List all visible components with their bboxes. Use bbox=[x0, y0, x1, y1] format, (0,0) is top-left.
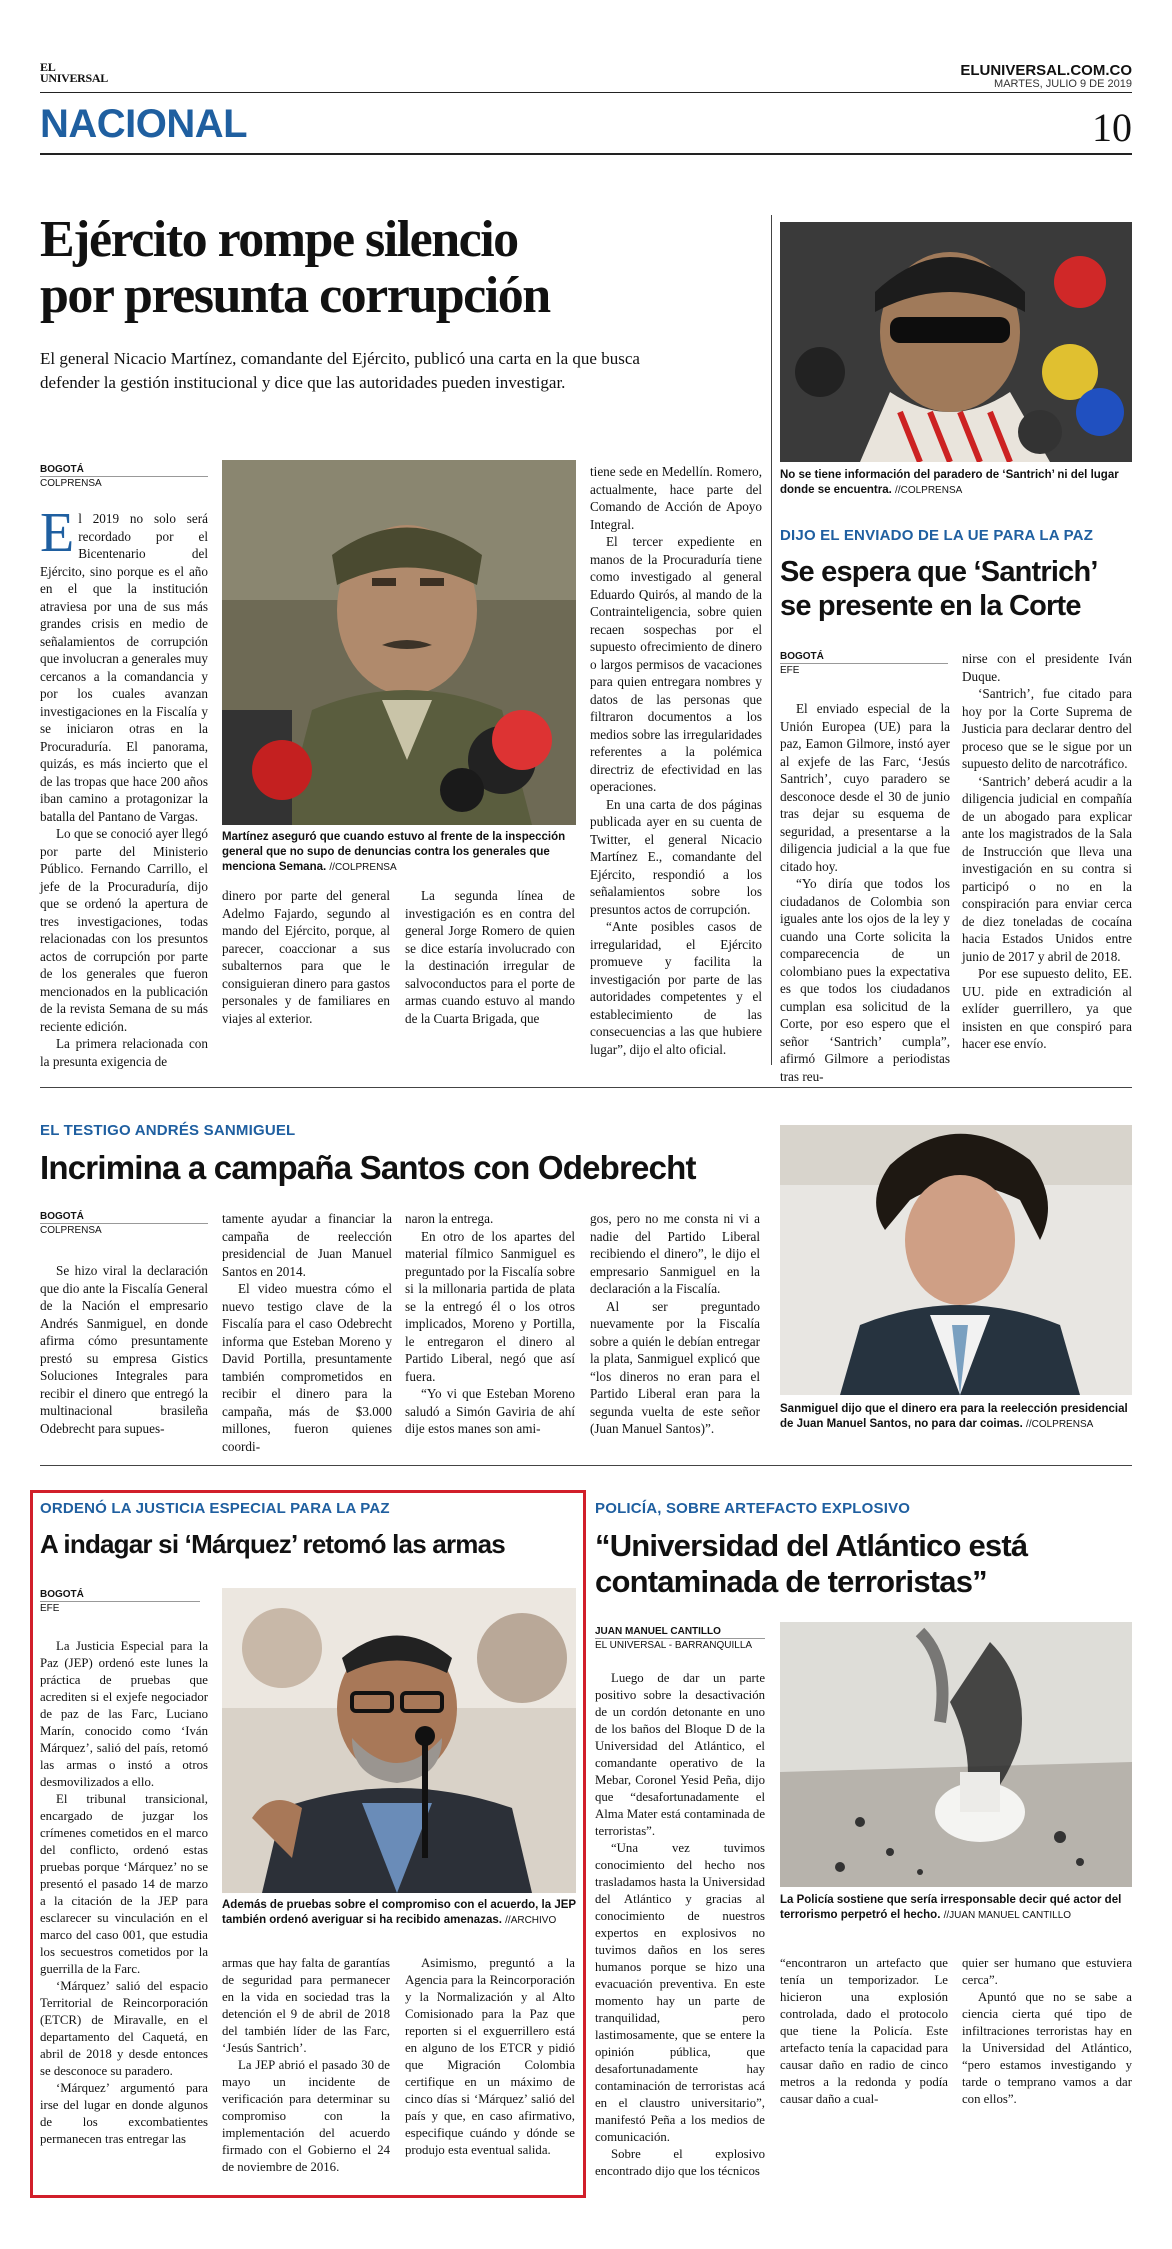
article5-column-2: “encontraron un artefacto que tenía un temporizador. Le hicieron una explosión controlada, dado el protocolo que tiene la Policía. Este artefacto tenía la capacidad para causar daño en radio de cinco metros a la redonda y podía causar daño a cual- bbox=[780, 1956, 948, 2106]
article2-photo-caption: No se tiene información del paradero de ‘Santrich’ ni del lugar donde se encuentra. //COLPRENSA bbox=[780, 469, 1119, 496]
article4-kicker: ORDENÓ LA JUSTICIA ESPECIAL PARA LA PAZ bbox=[40, 1500, 390, 1517]
article3-column-4: gos, pero no me consta ni vi a nadie del Partido Liberal recibiendo el dinero”, le dijo el empresario Sanmiguel en la declaración a la Fiscalía. Al ser preguntado nuevamente por la Fiscalía sobre a quién le debían entregar la plata, Sanmiguel explicó que “los dineros no eran para el Partido Liberal eran para la segunda vuelta de este señor (Juan Manuel Santos)”. bbox=[590, 1211, 760, 1436]
article5-photo-caption: La Policía sostiene que sería irresponsable decir qué actor del terrorismo perpetró el hecho. //JUAN MANUEL CANTILLO bbox=[780, 1894, 1122, 1921]
column-rule bbox=[771, 215, 772, 1065]
article3-byline: BOGOTÁ COLPRENSA bbox=[40, 1210, 208, 1237]
dropcap: E bbox=[40, 502, 75, 564]
story-divider-2 bbox=[40, 1465, 1132, 1466]
page-number: 10 bbox=[1092, 105, 1132, 150]
article5-byline: JUAN MANUEL CANTILLO EL UNIVERSAL - BARRANQUILLA bbox=[595, 1625, 765, 1652]
general-portrait-image bbox=[222, 460, 576, 825]
article5-photo bbox=[780, 1622, 1132, 1887]
article3-headline: Incrimina a campaña Santos con Odebrecht bbox=[40, 1149, 696, 1186]
section-divider bbox=[40, 153, 1132, 155]
article1-column-4: tiene sede en Medellín. Romero, actualmente, hace parte del Comando de Acción de Apoyo Integral. El tercer expediente en manos de la Procuraduría tiene como investigado al general Eduardo Quirós, al mando de la Contrainteligencia, sobre quien recaen sospechas por el supuesto ofrecimiento de dinero o largos permisos de vacaciones para quien entregara nombres y datos de las personas que filtraron documentos a los medios sobre las irregularidades referentes a la polémica directriz de efectividad en las operaciones. En una carta de dos páginas publicada ayer en su cuenta de Twitter, el general Nicacio Martínez E., comandante del Ejército, respondió a los señalamientos sobre los presuntos actos de corrupción. “Ante posibles casos de irregularidad, el Ejército promueve y facilita la investigación por parte de las autoridades competentes y el establecimiento de las consecuencias a las que hubiere lugar”, dijo el alto oficial. bbox=[590, 464, 762, 1057]
article3-photo-caption: Sanmiguel dijo que el dinero era para la reelección presidencial de Juan Manuel Santos, no para dar coimas. //COLPRENSA bbox=[780, 1403, 1128, 1430]
article5-headline: “Universidad del Atlántico está contaminada de terroristas” bbox=[595, 1528, 1028, 1599]
photo-credit: //COLPRENSA bbox=[895, 485, 963, 496]
article5-column-3: quier ser humano que estuviera cerca”. Apuntó que no se sabe a ciencia cierta qué tipo de infiltraciones terroristas hay en la Universidad del Atlántico, “pero estamos investigando y tarde o temprano vamos a dar con ellos”. bbox=[962, 1956, 1132, 2106]
article1-column-1: El 2019 no solo será recordado por el Bicentenario del Ejército, sino porque es el año en el que la institución atraviesa por una de sus más grandes crisis en medio de señalamientos de corrupción que involucran a generales muy cercanos a la comandancia y por los cuales avanzan investigaciones en la Fiscalía y se iniciaron otras en la Procuraduría. El panorama, quizás, es más incierto que el de las tropas que hace 200 años iban camino a protagonizar la batalla del Pantano de Vargas. Lo que se conoció ayer llegó por parte del Ministerio Público. Fernando Carrillo, el jefe de la Procuraduría, dijo que se ordenó la apertura de tres investigaciones, todas relacionadas con los presuntos actos de corrupción por parte de los generales que fueron mencionados en la publicación de la revista Semana de su más reciente edición. La primera relacionada con la presunta exigencia de bbox=[40, 502, 208, 1069]
article4-column-3: Asimismo, preguntó a la Agencia para la Reincorporación y la Normalización y al Alto Comisionado para la Paz que reporten si el exguerrillero está en alguno de los ETCR y pidió que Migración Colombia certifique en un máximo de cinco días si ‘Márquez’ salió del país y que, en caso afirmativo, especifique cuándo y dónde se produjo esta eventual salida. bbox=[405, 1956, 575, 2157]
bathroom-explosion-image bbox=[780, 1622, 1132, 1887]
article1-column-2: dinero por parte del general Adelmo Fajardo, segundo al mando del Ejército, porque, al parecer, coaccionar a sus subalternos para que le consiguieran dinero para gastos personales y de familiares en viajes al exterior. bbox=[222, 888, 390, 1026]
article4-photo bbox=[222, 1588, 576, 1893]
article2-photo bbox=[780, 222, 1132, 462]
issue-date: MARTES, JULIO 9 DE 2019 bbox=[994, 78, 1132, 90]
article2-column-1: El enviado especial de la Unión Europea (UE) para la paz, Eamon Gilmore, instó ayer al exjefe de las Farc, ‘Jesús Santrich’, cuyo paradero se desconoce desde el 30 de junio tras dejar su esquema de seguridad, a presentarse a la diligencia judicial a la que fue citado hoy. “Yo diría que todos los ciudadanos de Colombia son iguales ante los ojos de la ley y cuando una Corte solicita la comparecencia de un colombiano pues la expectativa es que todos los ciudadanos cumplan esa solicitud de la Corte, por eso espero que el señor ‘Santrich’ cumpla”, afirmó Gilmore a periodistas tras reu- bbox=[780, 701, 950, 1084]
story-divider bbox=[40, 1087, 1132, 1088]
article1-photo bbox=[222, 460, 576, 825]
article5-kicker: POLICÍA, SOBRE ARTEFACTO EXPLOSIVO bbox=[595, 1500, 911, 1517]
site-url[interactable]: ELUNIVERSAL.COM.CO bbox=[960, 62, 1132, 79]
article4-photo-caption: Además de pruebas sobre el compromiso con el acuerdo, la JEP también ordenó averiguar si ha recibido amenazas. //ARCHIVO bbox=[222, 1899, 576, 1926]
article3-photo bbox=[780, 1125, 1132, 1395]
article1-headline: Ejército rompe silencio por presunta corrupción bbox=[40, 211, 550, 324]
article3-column-3: naron la entrega. En otro de los apartes del material fílmico Sanmiguel es preguntado por la Fiscalía sobre si la millonaria partida de plata se la entregó él o los otros implicados, Moreno y Portilla, le entregaron el dinero al Partido Liberal, negó que así fuera. “Yo vi que Esteban Moreno saludó a Simón Gaviria de ahí dije estos manes son ami- bbox=[405, 1211, 575, 1436]
article4-column-2: armas que hay falta de garantías de seguridad para permanecer en la vida en sociedad tras la detención el 9 de abril de 2018 del también líder de las Farc, ‘Jesús Santrich’. La JEP abrió el pasado 30 de mayo un incidente de verificación para determinar su compromiso con la implementación del acuerdo firmado con el Gobierno el 24 de noviembre de 2016. bbox=[222, 1956, 390, 2174]
article5-column-1: Luego de dar un parte positivo sobre la desactivación de un cordón detonante en uno de los baños del Bloque D de la Universidad del Atlántico, el comandante operativo de la Mebar, Coronel Yesid Peña, dijo que “desafortunadamente el Alma Mater está contaminada de terroristas”. “Una vez tuvimos conocimiento del hecho nos trasladamos hasta la Universidad del Atlántico y gracias al conocimiento de nuestros expertos en explosivos no tuvimos daños en los seres humanos porque se hizo una evacuación preventiva. En este momento hay un parte de tranquilidad, pero lastimosamente, que se entere la opinión pública, que desafortunadamente hay contaminación de terroristas acá en el claustro universitario”, manifestó Peña a los medios de comunicación. Sobre el explosivo encontrado dijo que los técnicos bbox=[595, 1671, 765, 2178]
santrich-photo-image bbox=[780, 222, 1132, 462]
article3-column-1: Se hizo viral la declaración que dio ante la Fiscalía General de la Nación el empresario Andrés Sanmiguel, en donde afirma cómo presuntamente prestó su empresa Gistics Soluciones Integrales para recibir el dinero que entregó la multinacional brasileña Odebrecht para supues- bbox=[40, 1263, 208, 1436]
header-divider bbox=[40, 92, 1132, 93]
article2-headline: Se espera que ‘Santrich’ se presente en la Corte bbox=[780, 556, 1098, 622]
article2-byline: BOGOTÁ EFE bbox=[780, 650, 948, 677]
article2-kicker: DIJO EL ENVIADO DE LA UE PARA LA PAZ bbox=[780, 527, 1094, 544]
article1-byline: BOGOTÁ COLPRENSA bbox=[40, 463, 208, 490]
photo-credit: //ARCHIVO bbox=[505, 1915, 557, 1926]
article1-deck: El general Nicacio Martínez, comandante del Ejército, publicó una carta en la que busca defender la gestión institucional y dice que las autoridades pueden investigar. bbox=[40, 349, 640, 392]
article1-column-3: La segunda línea de investigación es en contra del general Jorge Romero de quien se dice estaría involucrado con la destinación irregular de salvoconductos para el porte de armas cuando estuvo al mando de la Cuarta Brigada, que bbox=[405, 888, 575, 1026]
photo-credit: //JUAN MANUEL CANTILLO bbox=[943, 1910, 1072, 1921]
marquez-photo-image bbox=[222, 1588, 576, 1893]
article2-column-2: nirse con el presidente Iván Duque. ‘Santrich’, fue citado para hoy por la Corte Suprema de Justicia para declarar dentro del proceso que se le sigue por un supuesto delito de narcotráfico. ‘Santrich’ deberá acudir a la diligencia judicial en compañía de un abogado para explicar ante los magistrados de la Sala de Instrucción que lleva una investigación en su contra si participó o no en la conspiración para enviar cerca de diez toneladas de cocaína hacia Estados Unidos entre junio de 2017 y abril de 2018. Por ese supuesto delito, EE. UU. pide en extradición al exlíder guerrillero, ya que insisten en que conspiró para hacer ese envío. bbox=[962, 651, 1132, 1051]
newspaper-logo: EL UNIVERSAL bbox=[40, 60, 108, 85]
photo-credit: //COLPRENSA bbox=[329, 862, 397, 873]
article4-byline: BOGOTÁ EFE bbox=[40, 1588, 200, 1615]
article1-photo-caption: Martínez aseguró que cuando estuvo al frente de la inspección general que no supo de denuncias contra los generales que menciona Semana. //COLPRENSA bbox=[222, 831, 566, 873]
article4-headline: A indagar si ‘Márquez’ retomó las armas bbox=[40, 1529, 505, 1559]
article3-column-2: tamente ayudar a financiar la campaña de reelección presidencial de Juan Manuel Santos en 2014. El video muestra cómo el nuevo testigo clave de la Fiscalía para el caso Odebrecht informa que Esteban Moreno y David Portilla, presuntamente también comprometidos en recibir el dinero para la campaña, más de $3.000 millones, fueron quienes coordi- bbox=[222, 1211, 392, 1454]
sanmiguel-photo-image bbox=[780, 1125, 1132, 1395]
article4-column-1: La Justicia Especial para la Paz (JEP) ordenó este lunes la práctica de pruebas que acrediten si el exjefe negociador de paz de las Farc, Luciano Marín, conocido como ‘Iván Márquez’, salió del país, retomó las armas o instó a otros desmovilizados a ello. El tribunal transicional, encargado de juzgar los crímenes cometidos en el marco del conflicto, ordenó estas pruebas porque ‘Márquez’ no se presentó el pasado 14 de marzo a la citación de la JEP para esclarecer su vinculación en el marco del caso 001, que estudia los secuestros cometidos por la guerrilla de la Farc. ‘Márquez’ salió del espacio Territorial de Reincorporación (ETCR) de Miravalle, en el departamento del Caquetá, en abril de 2018 y desde entonces se desconoce su paradero. ‘Márquez’ argumentó para irse del lugar en donde algunos de los excombatientes permanecen tras entregar las bbox=[40, 1639, 208, 2146]
photo-credit: //COLPRENSA bbox=[1026, 1419, 1094, 1430]
article3-kicker: EL TESTIGO ANDRÉS SANMIGUEL bbox=[40, 1122, 296, 1139]
section-title: NACIONAL bbox=[40, 102, 248, 146]
